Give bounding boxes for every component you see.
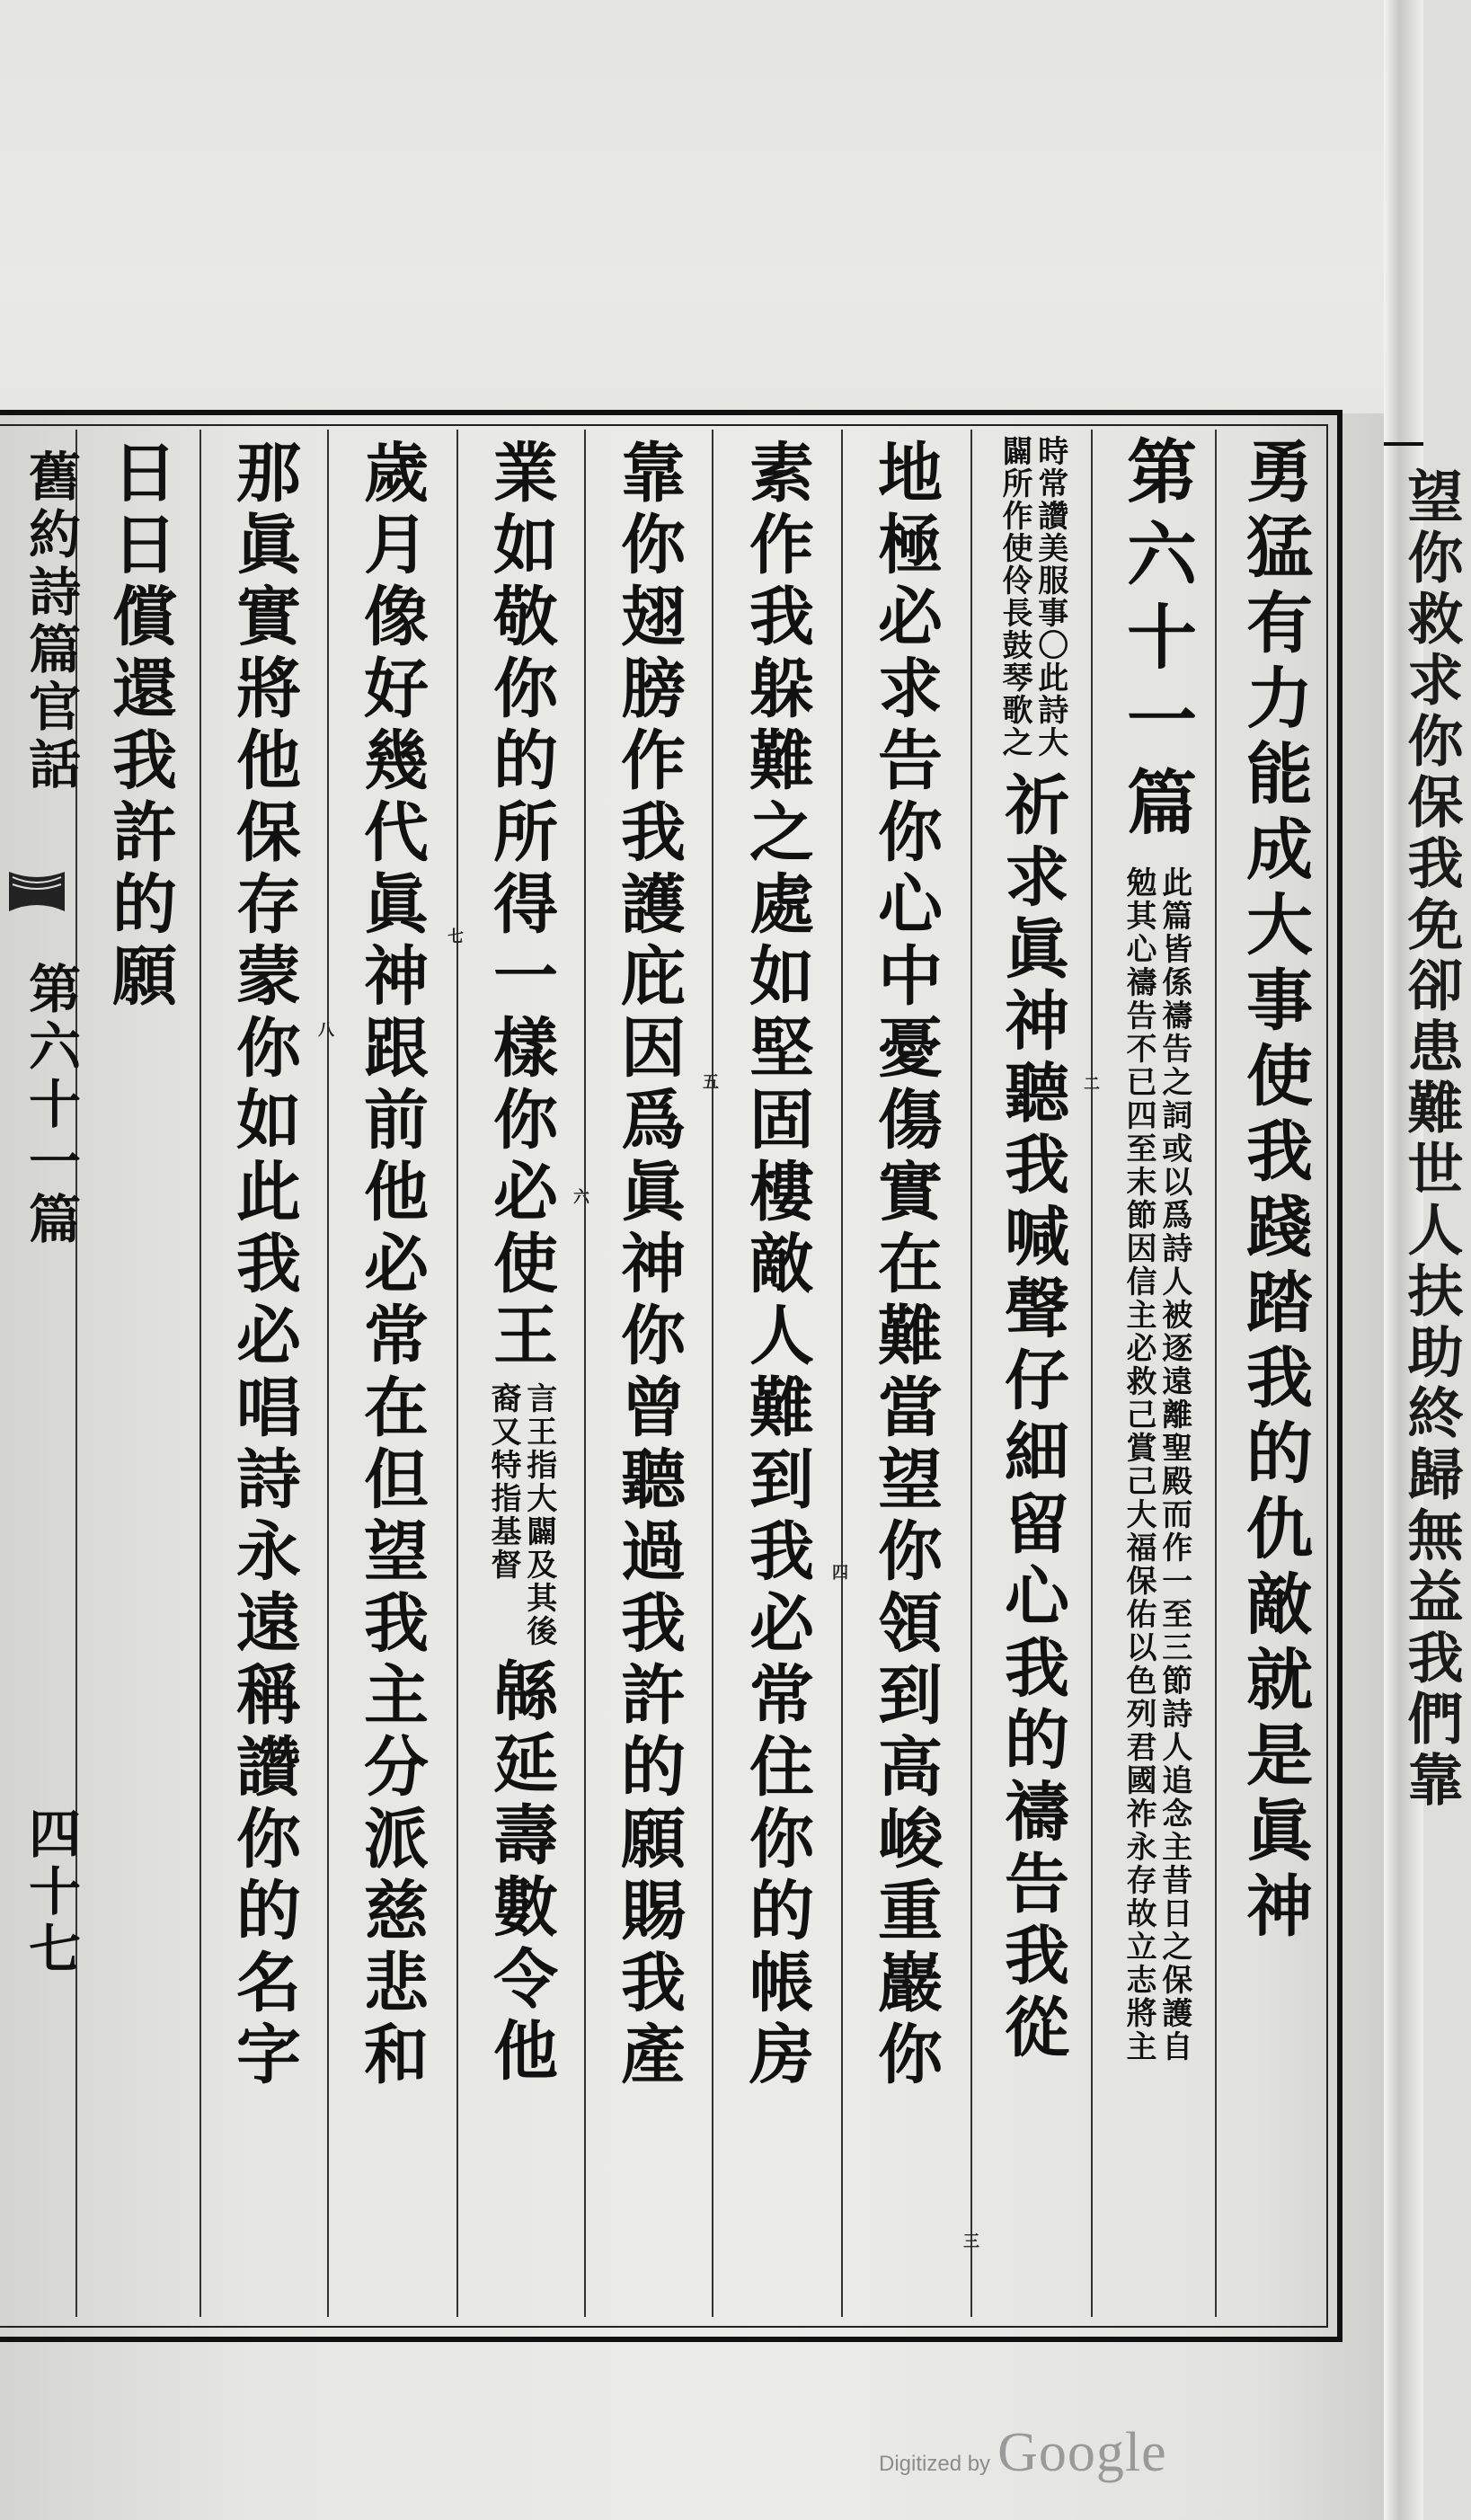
chapter-summary-note xyxy=(1121,866,1192,2063)
text-column-10 xyxy=(84,430,194,2317)
column-text: 勇猛有力能成大事使我踐踏我的仇敵就是眞神 xyxy=(1236,437,1313,1947)
next-page-edge-text: 望你救求你保我免卻患難世人扶助終歸無益我們靠 xyxy=(1398,467,1464,1812)
king-note xyxy=(485,1382,557,1648)
verse-mark-5: 五 xyxy=(703,1073,719,1092)
verse-mark-7: 七 xyxy=(448,927,464,946)
note-line: 勉其心禱告不已四至末節因信主必救己賞己大福保佑以色列君國祚永存故立志將主 xyxy=(1121,866,1156,2063)
margin-chapter-label: 第六十一篇 xyxy=(20,962,81,1249)
text-column-8 xyxy=(334,430,448,2317)
verse-mark-2: 二 xyxy=(1084,1075,1100,1094)
note-line: 言王指大闢及其後 xyxy=(520,1382,557,1648)
text-column-1 xyxy=(1226,430,1323,2317)
column-text: 那眞實將他保存蒙你如此我必唱詩永遠稱讚你的名字 xyxy=(226,439,302,2092)
fish-tail-mark xyxy=(7,865,66,918)
next-page-border xyxy=(1384,442,1423,446)
column-text: 日日償還我許的願 xyxy=(102,439,178,1014)
text-column-4 xyxy=(848,430,961,2317)
note-line: 時常讚美服事〇此詩大 xyxy=(1032,435,1068,759)
note-line: 此篇皆係禱告之詞或以爲詩人被逐遠離聖殿而作一至三節詩人追念主昔日之保護自 xyxy=(1156,866,1192,2063)
top-margin xyxy=(0,0,1384,413)
verse-mark-8: 八 xyxy=(318,1021,334,1040)
verse-mark-4: 四 xyxy=(832,1564,848,1583)
column-rule xyxy=(584,430,586,2317)
note-line: 裔又特指基督 xyxy=(485,1382,521,1582)
digitized-by-google-watermark xyxy=(879,2421,1167,2485)
text-column-3 xyxy=(976,430,1087,2317)
note-line: 闢所作使伶長鼓琴歌之 xyxy=(997,435,1032,759)
text-column-9 xyxy=(207,430,320,2317)
column-text: 地極必求告你心中憂傷實在難當望你領到高峻重巖你 xyxy=(867,439,944,2092)
column-rule xyxy=(712,430,713,2317)
verse-mark-3: 三 xyxy=(963,2232,979,2251)
column-rule xyxy=(199,430,201,2317)
psalm-superscription-note xyxy=(997,435,1068,759)
verse-mark-6: 六 xyxy=(573,1188,589,1207)
column-text: 祈求眞神聽我喊聲仔細留心我的禱告我從 xyxy=(994,771,1070,2065)
fish-tail-icon xyxy=(7,865,66,918)
column-text: 緜延壽數令他 xyxy=(483,1657,559,2089)
column-text: 靠你翅膀作我護庇因爲眞神你曾聽過我許的願賜我產 xyxy=(610,439,687,2092)
folio-number: 四十七 xyxy=(20,1806,81,1979)
column-rule xyxy=(456,430,458,2317)
column-rule xyxy=(1215,430,1217,2317)
chapter-heading: 第六十一篇 xyxy=(1115,435,1197,848)
column-text: 素作我躲難之處如堅固樓敵人難到我必常住你的帳房 xyxy=(739,439,815,2092)
margin-book-title: 舊約詩篇官話 xyxy=(20,449,81,794)
text-column-5 xyxy=(719,430,834,2317)
column-text: 業如敬你的所得一樣你必使王 xyxy=(483,439,559,1373)
column-rule xyxy=(970,430,972,2317)
text-column-2 xyxy=(1098,430,1213,2317)
column-rule xyxy=(841,430,843,2317)
column-text: 歲月像好幾代眞神跟前他必常在但望我主分派慈悲和 xyxy=(353,439,430,2092)
column-rule xyxy=(327,430,329,2317)
text-column-7 xyxy=(462,430,579,2317)
column-rule xyxy=(1091,430,1093,2317)
text-column-6 xyxy=(591,430,704,2317)
google-logo: Google xyxy=(997,2422,1167,2483)
digitized-by-label: Digitized by xyxy=(879,2452,991,2476)
